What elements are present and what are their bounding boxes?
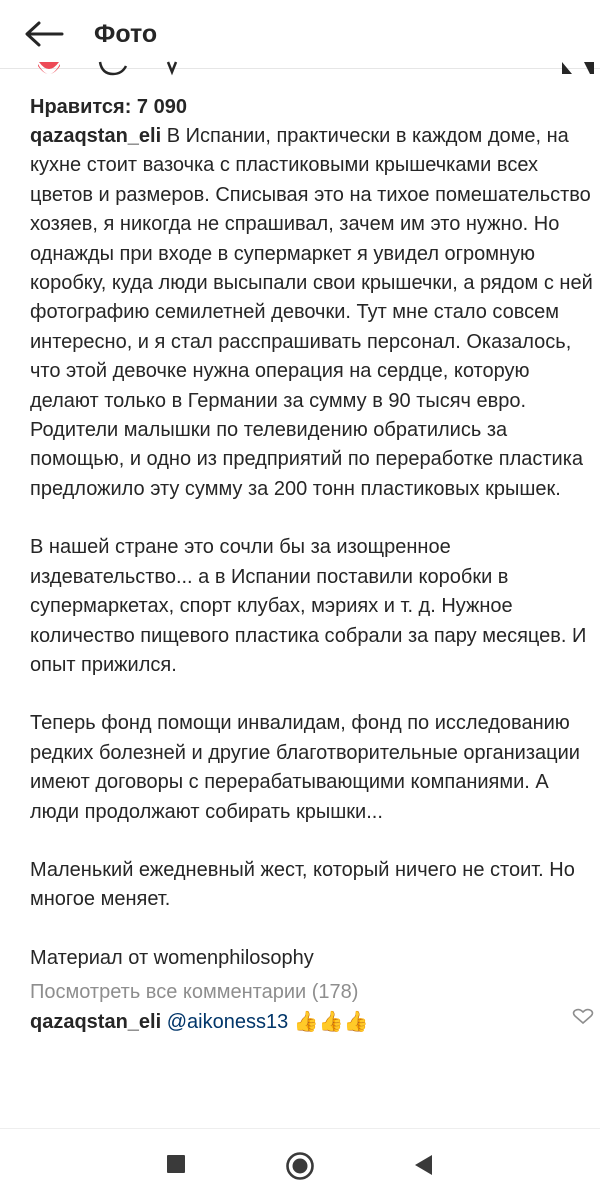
- arrow-left-icon: [24, 20, 64, 48]
- system-navigation-bar: [0, 1128, 600, 1200]
- top-app-bar: [0, 0, 600, 69]
- caption-source: Материал от womenphilosophy: [30, 946, 314, 969]
- comment-username[interactable]: qazaqstan_eli: [30, 1011, 162, 1034]
- comment-preview: [30, 1007, 596, 1034]
- recent-apps-icon[interactable]: [166, 1154, 186, 1174]
- caption-text: В Испании, практически в каждом доме, на кухне стоит вазочка с пластиковыми крышечками всех цветов и размеров. Списывая это на тихое помешательство хозяев, я никогда не спрашивал, зачем им это нужно. Но однажды при входе в супермаркет я увидел огромную коробку, куда люди высыпали свои крышечки, а рядом с ней фотографию семилетней девочки. Тут мне стало совсем интересно, и я стал расспрашивать персонал. Оказалось, что этой девочке нужна операция на сердце, которую делают только в Германии за сумму в 90 тысяч евро. Родители малышки по телевидению обратились за помощью, и одно из предприятий по переработке пластика предложило эту сумму за 200 тонн пластиковых крышек.: [30, 125, 593, 500]
- likes-count[interactable]: Нравится: 7 090: [30, 96, 187, 118]
- comment-emoji: 👍👍👍: [293, 1011, 369, 1034]
- view-all-comments-link[interactable]: Посмотреть все комментарии (178): [30, 981, 359, 1004]
- post-details: [30, 92, 596, 1034]
- comment-mention[interactable]: @aikoness13: [166, 1011, 289, 1034]
- caption-paragraph: [30, 122, 596, 504]
- caption-paragraph: Маленький ежедневный жест, который ничего не стоит. Но многое меняет.: [30, 858, 575, 911]
- author-username[interactable]: qazaqstan_eli: [30, 125, 162, 147]
- nav-back-icon[interactable]: [412, 1153, 434, 1177]
- post-caption: [30, 122, 596, 973]
- back-button[interactable]: [14, 0, 74, 68]
- home-icon[interactable]: [285, 1151, 315, 1181]
- comment-heart-icon[interactable]: [572, 1009, 594, 1023]
- post-action-bar: [0, 62, 600, 78]
- caption-paragraph: В нашей стране это сочли бы за изощренное издевательство... а в Испании поставили коробки в супермаркетах, спорт клубах, мэриях и т. д. Нужное количество пищевого пластика собрали за пару месяцев. И опыт прижился.: [30, 536, 587, 676]
- caption-paragraph: Теперь фонд помощи инвалидам, фонд по исследованию редких болезней и другие благотворительные организации имеют договоры с перерабатывающими компаниями. А люди продолжают собирать крышки...: [30, 712, 580, 823]
- comment-icon[interactable]: [98, 62, 128, 78]
- bookmark-icon[interactable]: [560, 62, 596, 78]
- page-title: Фото: [94, 19, 158, 48]
- share-icon[interactable]: [164, 62, 180, 78]
- heart-icon[interactable]: [36, 62, 62, 78]
